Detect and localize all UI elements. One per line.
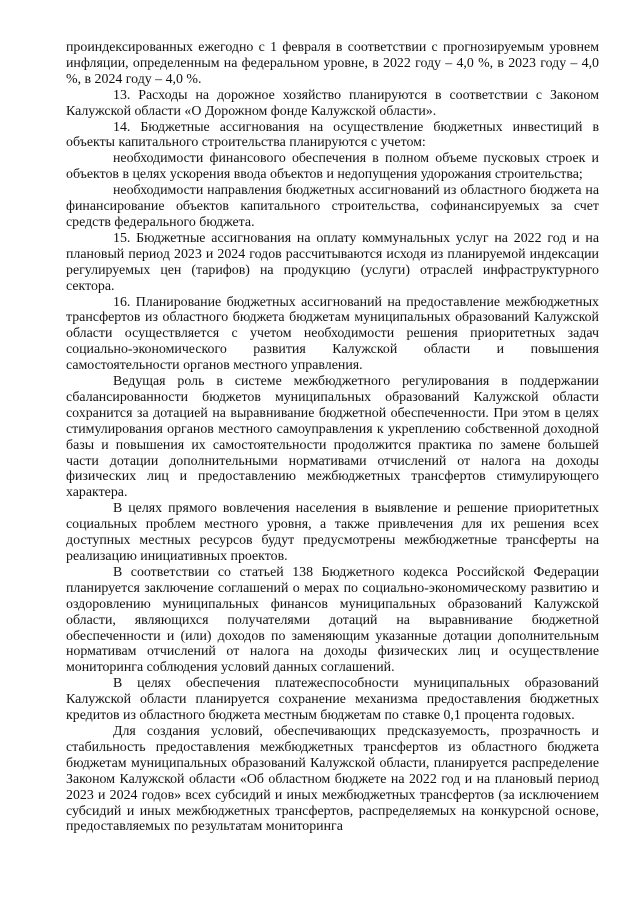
paragraph-16-interbudget-transfers: 16. Планирование бюджетных ассигнований на предоставление межбюджетных трансфертов из областного бюджета бюджетам муниципальных образований Калужской области осуществляется с учетом необходимости решения приоритетных задач социально-экономического развития Калужской области и повышения самостоятельности органов местного управления. bbox=[66, 294, 599, 374]
paragraph-transfer-distribution: Для создания условий, обеспечивающих предсказуемость, прозрачность и стабильность предоставления межбюджетных трансфертов из областного бюджета бюджетам муниципальных образований Калужской области, планируется распределение Законом Калужской области «Об областном бюджете на 2022 год и на плановый период 2023 и 2024 годов» всех субсидий и иных межбюджетных трансфертов (за исключением субсидий и иных межбюджетных трансфертов, распределяемых на конкурсной основе, предоставляемых по результатам мониторинга bbox=[66, 723, 599, 835]
paragraph-budget-credits: В целях обеспечения платежеспособности муниципальных образований Калужской области планируется сохранение механизма предоставления бюджетных кредитов из областного бюджета местным бюджетам по ставке 0,1 процента годовых. bbox=[66, 676, 599, 724]
document-page bbox=[66, 40, 599, 835]
paragraph-14-item-cofinancing: необходимости направления бюджетных ассигнований из областного бюджета на финансирование объектов капитального строительства, софинансируемых за счет средств федерального бюджета. bbox=[66, 183, 599, 230]
paragraph-13-road-expenses: 13. Расходы на дорожное хозяйство планируются в соответствии с Законом Калужской области «О Дорожном фонде Калужской области». bbox=[66, 87, 599, 119]
paragraph-continuation: проиндексированных ежегодно с 1 февраля в соответствии с прогнозируемым уровнем инфляции, определенным на федеральном уровне, в 2022 году – 4,0 %, в 2023 году – 4,0 %, в 2024 году – 4,0 %. bbox=[66, 40, 599, 87]
paragraph-equalization-grant: Ведущая роль в системе межбюджетного регулирования в поддержании сбалансированности бюджетов муниципальных образований Калужской области сохранится за дотацией на выравнивание бюджетной обеспеченности. При этом в целях стимулирования органов местного самоуправления к укреплению собственной доходной базы и повышения их самостоятельности продолжится практика по замене большей части дотации дополнительными нормативами отчислений от налога на доходы физических лиц и предоставлению межбюджетных трансфертов стимулирующего характера. bbox=[66, 374, 599, 501]
paragraph-article-138-agreements: В соответствии со статьей 138 Бюджетного кодекса Российской Федерации планируется заключение соглашений о мерах по социально-экономическому развитию и оздоровлению муниципальных финансов муниципальных образований Калужской области, являющихся получателями дотаций на выравнивание бюджетной обеспеченности и (или) доходов по заменяющим указанные дотации дополнительным нормативам отчислений от налога на доходы физических лиц и осуществление мониторинга соблюдения условий данных соглашений. bbox=[66, 564, 599, 676]
paragraph-14-capital-investments: 14. Бюджетные ассигнования на осуществление бюджетных инвестиций в объекты капитального строительства планируются с учетом: bbox=[66, 119, 599, 151]
paragraph-initiative-projects: В целях прямого вовлечения населения в выявление и решение приоритетных социальных проблем местного уровня, а также привлечения для их решения всех доступных местных ресурсов будут предусмотрены межбюджетные трансферты на реализацию инициативных проектов. bbox=[66, 501, 599, 564]
paragraph-15-utilities: 15. Бюджетные ассигнования на оплату коммунальных услуг на 2022 год и на плановый период 2023 и 2024 годов рассчитываются исходя из планируемой индексации регулируемых цен (тарифов) на продукцию (услуги) отраслей инфраструктурного сектора. bbox=[66, 230, 599, 294]
paragraph-14-item-launch-objects: необходимости финансового обеспечения в полном объеме пусковых строек и объектов в целях ускорения ввода объектов и недопущения удорожания строительства; bbox=[66, 151, 599, 183]
